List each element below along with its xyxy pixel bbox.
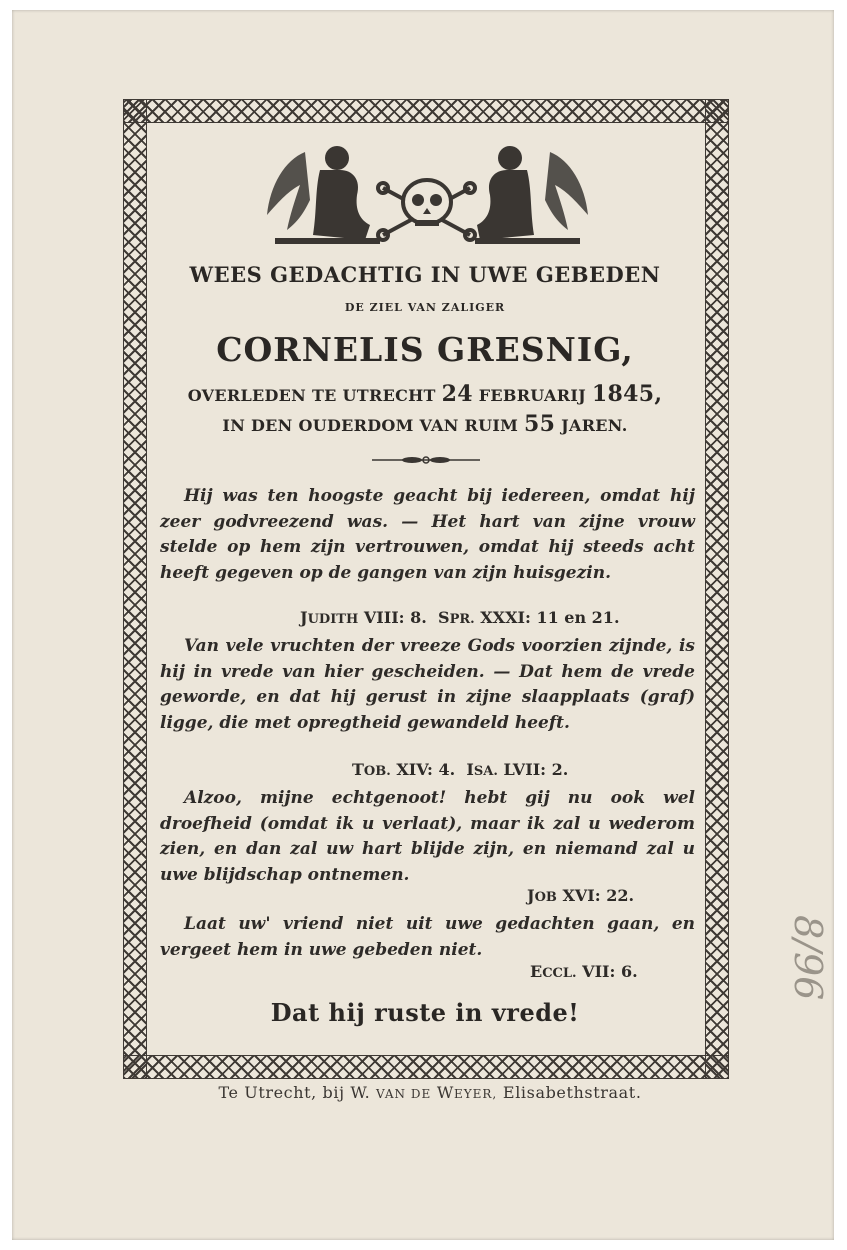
printer-prefix: Te Utrecht, bij W. — [218, 1083, 371, 1102]
printer-address: Elisabethstraat. — [502, 1083, 642, 1102]
reference-1-book-b: PR. — [449, 612, 475, 627]
angels-skull-emblem — [265, 140, 590, 248]
age-years: 55 — [524, 411, 556, 437]
skull-head-icon — [403, 180, 451, 226]
paragraph-3 — [160, 786, 695, 888]
reference-3-book-initial: J — [527, 886, 535, 905]
deceased-name: CORNELIS GRESNIG, — [216, 330, 634, 369]
death-day: 24 — [441, 381, 473, 407]
age-line — [150, 411, 700, 437]
death-month: FEBRUARIJ — [478, 386, 587, 405]
death-line — [150, 381, 700, 407]
reference-3-book: OB — [534, 890, 557, 905]
reference-2-book-a: OB. — [363, 764, 391, 779]
closing-line: Dat hij ruste in vrede! — [270, 998, 580, 1027]
reference-1-book-a: UDITH — [307, 612, 359, 627]
reference-4-book-initial: E — [530, 962, 543, 981]
paragraph-1-text: Hij was ten hoogste geacht bij iedereen, omdat hij zeer godvreezend was. — Het hart van zijne vrouw stelde op hem zijn vertrouwen, omdat hij steeds acht heeft gegeven op de gangen van zijn huisgezin. — [160, 486, 695, 583]
paragraph-4 — [160, 912, 695, 963]
reference-1-book-a-initial: J — [300, 608, 308, 627]
subheading: DE ZIEL VAN ZALIGER — [344, 301, 506, 314]
right-angel-icon — [475, 146, 588, 244]
printer-surname: EYER, — [453, 1087, 498, 1101]
reference-2-book-b-initial: I — [466, 760, 474, 779]
reference-2-book-a-initial: T — [352, 760, 364, 779]
age-prefix: IN DEN OUDERDOM VAN RUIM — [222, 416, 519, 435]
reference-1-verse-b: XXXI: 11 en 21. — [480, 608, 620, 627]
left-angel-icon — [267, 146, 380, 244]
death-prefix: OVERLEDEN TE UTRECHT — [187, 386, 436, 405]
inventory-number: 8/96 — [786, 915, 830, 1001]
heading: WEES GEDACHTIG IN UWE GEBEDEN — [189, 262, 661, 287]
reference-1-verse-a: VIII: 8. — [363, 608, 427, 627]
paragraph-1 — [160, 484, 695, 586]
reference-1 — [300, 608, 620, 627]
ornament-divider-icon — [372, 455, 480, 465]
reference-4 — [530, 962, 638, 981]
reference-4-book: CCL. — [542, 966, 577, 981]
printer-line — [150, 1083, 710, 1102]
reference-2-book-b: SA. — [473, 764, 498, 779]
death-year: 1845, — [591, 381, 663, 407]
reference-1-book-b-initial: S — [438, 608, 450, 627]
reference-4-verse: VII: 6. — [582, 962, 638, 981]
reference-3 — [527, 886, 634, 905]
paragraph-2 — [160, 634, 695, 736]
paragraph-4-text: Laat uw' vriend niet uit uwe gedachten gaan, en vergeet hem in uwe gebeden niet. — [160, 914, 695, 960]
paragraph-3-text: Alzoo, mijne echtgenoot! hebt gij nu ook wel droefheid (omdat ik u verlaat), maar ik zal u wederom zien, en dan zal uw hart blijde zijn, en niemand zal u uwe blijdschap ontnemen. — [160, 788, 695, 885]
printer-surname-initial: W — [436, 1083, 454, 1102]
reference-2-verse-a: XIV: 4. — [396, 760, 456, 779]
printer-name-part: VAN DE — [375, 1087, 432, 1101]
reference-2-verse-b: LVII: 2. — [503, 760, 569, 779]
reference-3-verse: XVI: 22. — [562, 886, 635, 905]
reference-2 — [352, 760, 568, 779]
age-suffix: JAREN. — [561, 416, 628, 435]
paragraph-2-text: Van vele vruchten der vreeze Gods voorzien zijnde, is hij in vrede van hier gescheiden. — Dat hem de vrede geworde, en dat hij gerust in zijne slaapplaats (graf) ligge, die met opregtheid gewandeld heeft. — [160, 636, 695, 733]
